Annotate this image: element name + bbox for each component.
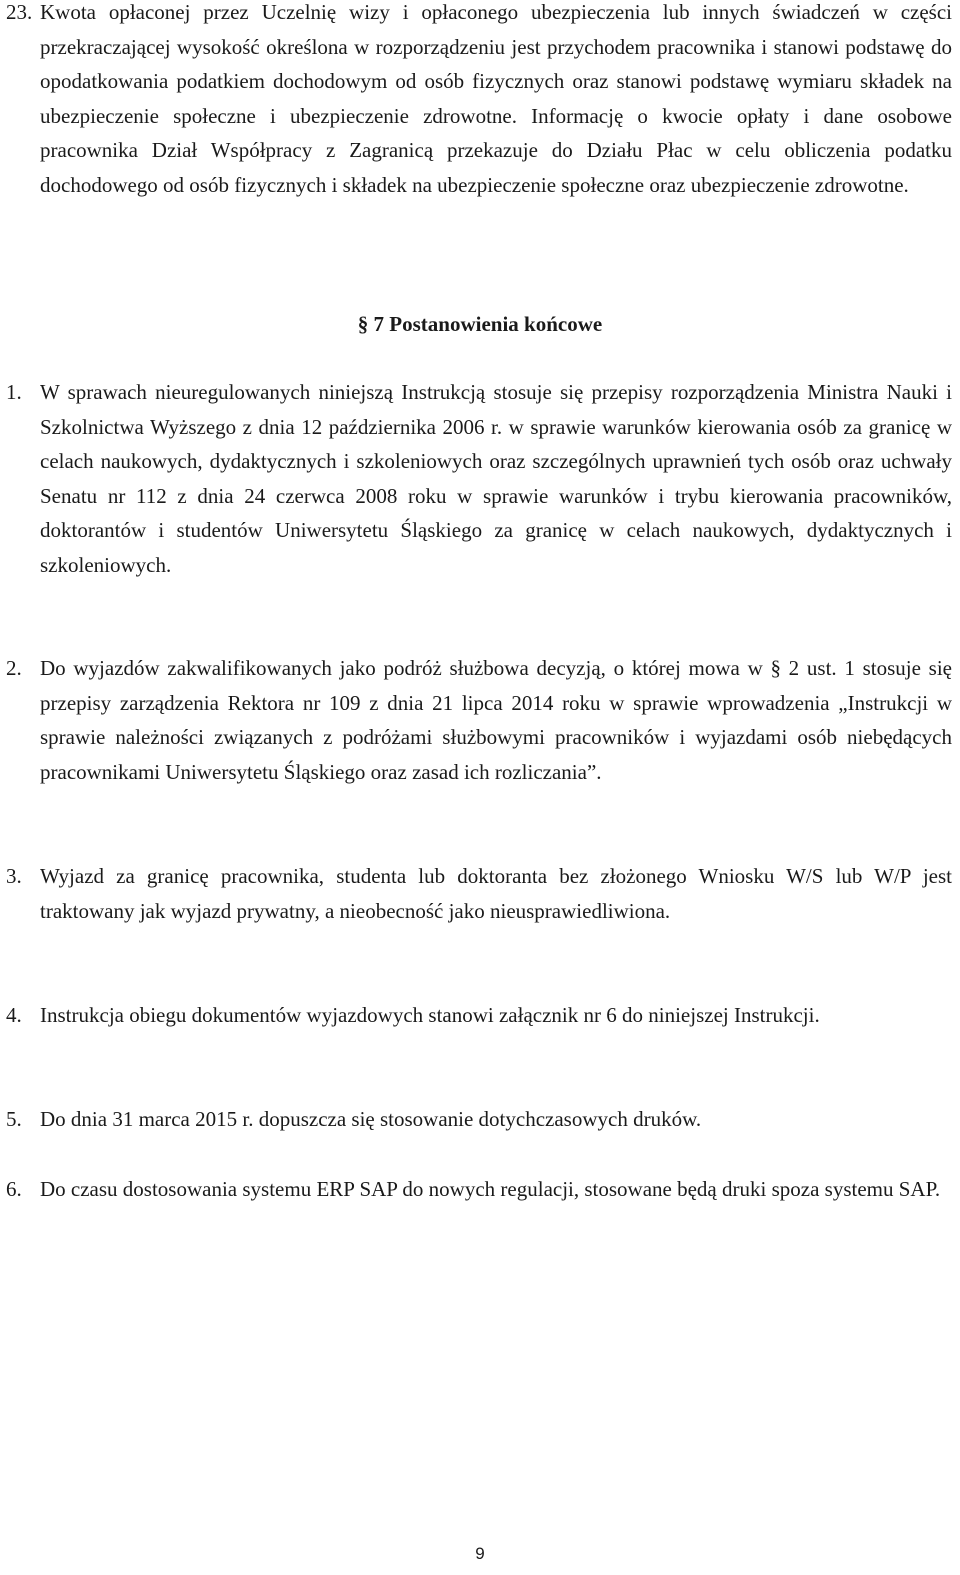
paragraph-text: Kwota opłaconej przez Uczelnię wizy i opłaconego ubezpieczenia lub innych świadczeń w części przekraczającej wysokość określona w rozporządzeniu jest przychodem pracownika i stanowi podstawę do opodatkowania podatkiem dochodowym od osób fizycznych oraz stanowi podstawę wymiaru składek na ubezpieczenie społeczne i ubezpieczenie zdrowotne. Informację o kwocie opłaty i dane osobowe pracownika Dział Współpracy z Zagranicą przekazuje do Działu Płac w celu obliczenia podatku dochodowego od osób fizycznych i składek na ubezpieczenie społeczne oraz ubezpieczenie zdrowotne. <box>40 0 952 197</box>
list-item-5 <box>6 1102 952 1137</box>
list-item-number: 4. <box>6 1003 22 1027</box>
list-item-text: Do wyjazdów zakwalifikowanych jako podróż służbowa decyzją, o której mowa w § 2 ust. 1 stosuje się przepisy zarządzenia Rektora nr 109 z dnia 21 lipca 2014 roku w sprawie wprowadzenia „Instrukcji w sprawie należności związanych z podróżami służbowymi pracowników i wyjazdami osób niebędących pracownikami Uniwersytetu Śląskiego oraz zasad ich rozliczania”. <box>40 656 952 784</box>
paragraph-23 <box>6 0 952 202</box>
list-item-text: Wyjazd za granicę pracownika, studenta lub doktoranta bez złożonego Wniosku W/S lub W/P jest traktowany jak wyjazd prywatny, a nieobecność jako nieusprawiedliwiona. <box>40 864 952 923</box>
list-item-text: W sprawach nieuregulowanych niniejszą Instrukcją stosuje się przepisy rozporządzenia Ministra Nauki i Szkolnictwa Wyższego z dnia 12 października 2006 r. w sprawie warunków kierowania osób za granicę w celach naukowych, dydaktycznych i szkoleniowych oraz szczególnych uprawnień tych osób oraz uchwały Senatu nr 112 z dnia 24 czerwca 2008 roku w sprawie warunków i trybu kierowania pracowników, doktorantów i studentów Uniwersytetu Śląskiego za granicę w celach naukowych, dydaktycznych i szkoleniowych. <box>40 380 952 577</box>
list-item-number: 2. <box>6 656 22 680</box>
list-item-text: Do czasu dostosowania systemu ERP SAP do nowych regulacji, stosowane będą druki spoza systemu SAP. <box>40 1177 941 1201</box>
page-number: 9 <box>475 1544 485 1563</box>
list-item-4 <box>6 998 952 1033</box>
list-item-6 <box>6 1172 952 1207</box>
list-item-1 <box>6 375 952 582</box>
section-heading: § 7 Postanowienia końcowe <box>357 312 603 336</box>
list-item-number: 1. <box>6 380 22 404</box>
list-item-number: 3. <box>6 864 22 888</box>
paragraph-number: 23. <box>6 0 33 24</box>
list-item-text: Do dnia 31 marca 2015 r. dopuszcza się stosowanie dotychczasowych druków. <box>40 1107 702 1131</box>
list-item-2 <box>6 651 952 789</box>
list-item-number: 6. <box>6 1177 22 1201</box>
list-item-text: Instrukcja obiegu dokumentów wyjazdowych stanowi załącznik nr 6 do niniejszej Instrukcji. <box>40 1003 820 1027</box>
list-item-number: 5. <box>6 1107 22 1131</box>
list-item-3 <box>6 859 952 928</box>
